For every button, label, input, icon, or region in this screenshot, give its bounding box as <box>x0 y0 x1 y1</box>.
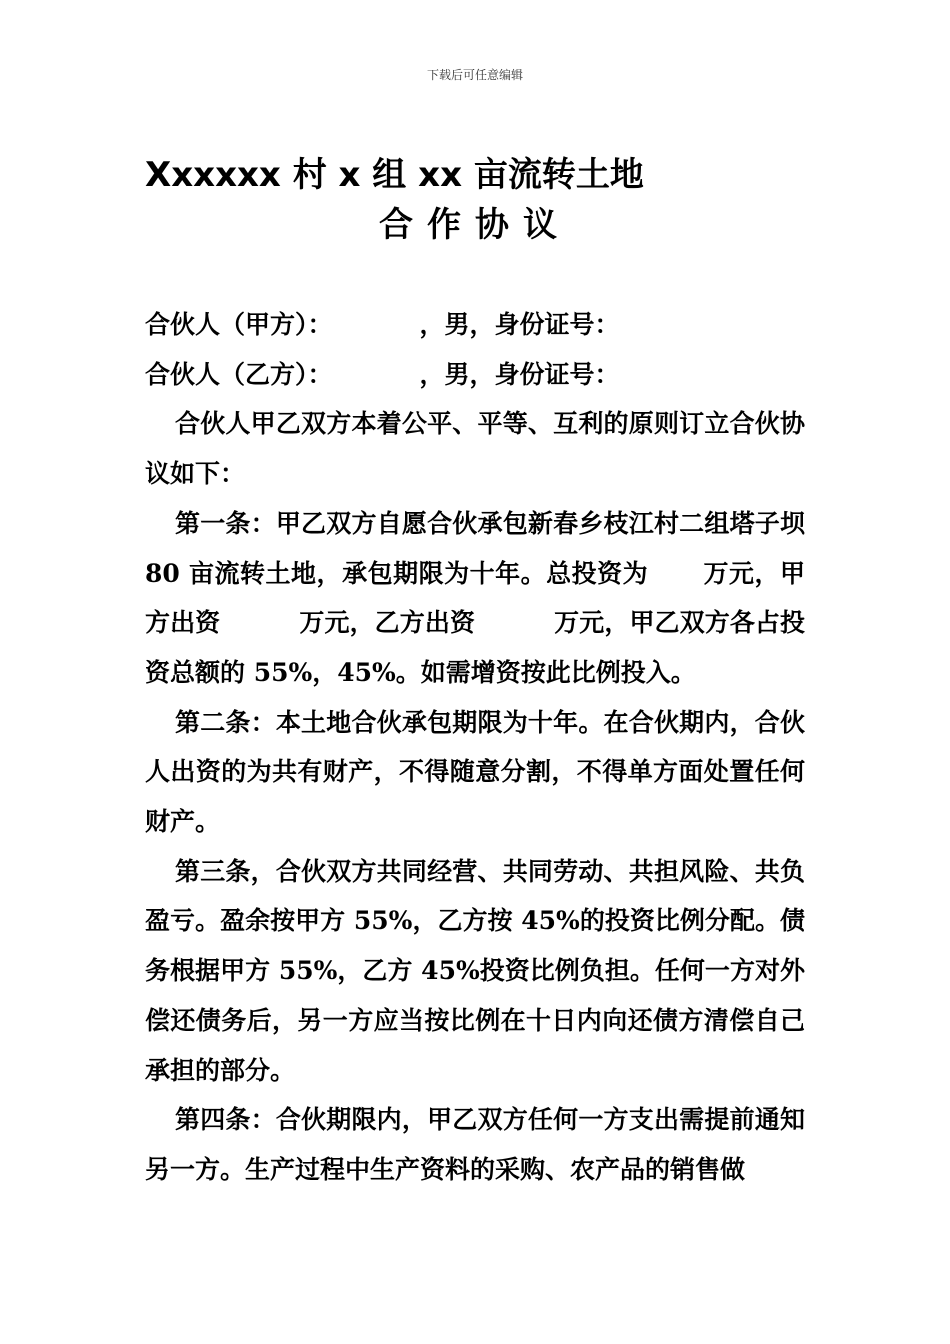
party-b-line: 合伙人（乙方）： ，男，身份证号： <box>145 359 620 389</box>
header-note: 下载后可任意编辑 <box>426 68 523 82</box>
agreement-body <box>145 300 814 1195</box>
party-a-line: 合伙人（甲方）： ，男，身份证号： <box>145 310 620 339</box>
article-1: 第一条：甲乙双方自愿合伙承包新春乡枝江村二组塔子坝 80 亩流转土地，承包期限为十年。总投资为 万元，甲方出资 万元，乙方出资 万元，甲乙双方各占投资总额的 55%，45%。如需增资按此比例投入。 <box>145 508 814 687</box>
article-2: 第二条：本土地合伙承包期限为十年。在合伙期内，合伙人出资的为共有财产，不得随意分割，不得单方面处置任何财产。 <box>145 707 805 837</box>
intro-paragraph: 合伙人甲乙双方本着公平、平等、互利的原则订立合伙协议如下： <box>145 409 805 489</box>
document-subtitle: 合作协议 <box>379 205 571 245</box>
document-title: Xxxxxx 村 x 组 xx 亩流转土地 <box>145 155 644 195</box>
article-4: 第四条：合伙期限内，甲乙双方任何一方支出需提前通知另一方。生产过程中生产资料的采购、农产品的销售做 <box>145 1105 805 1184</box>
article-3: 第三条，合伙双方共同经营、共同劳动、共担风险、共负盈亏。盈余按甲方 55%，乙方按 45%的投资比例分配。债务根据甲方 55%，乙方 45%投资比例负担。任何一方对外偿还债务后，另一方应当按比例在十日内向还债方清偿自己承担的部分。 <box>145 856 805 1085</box>
